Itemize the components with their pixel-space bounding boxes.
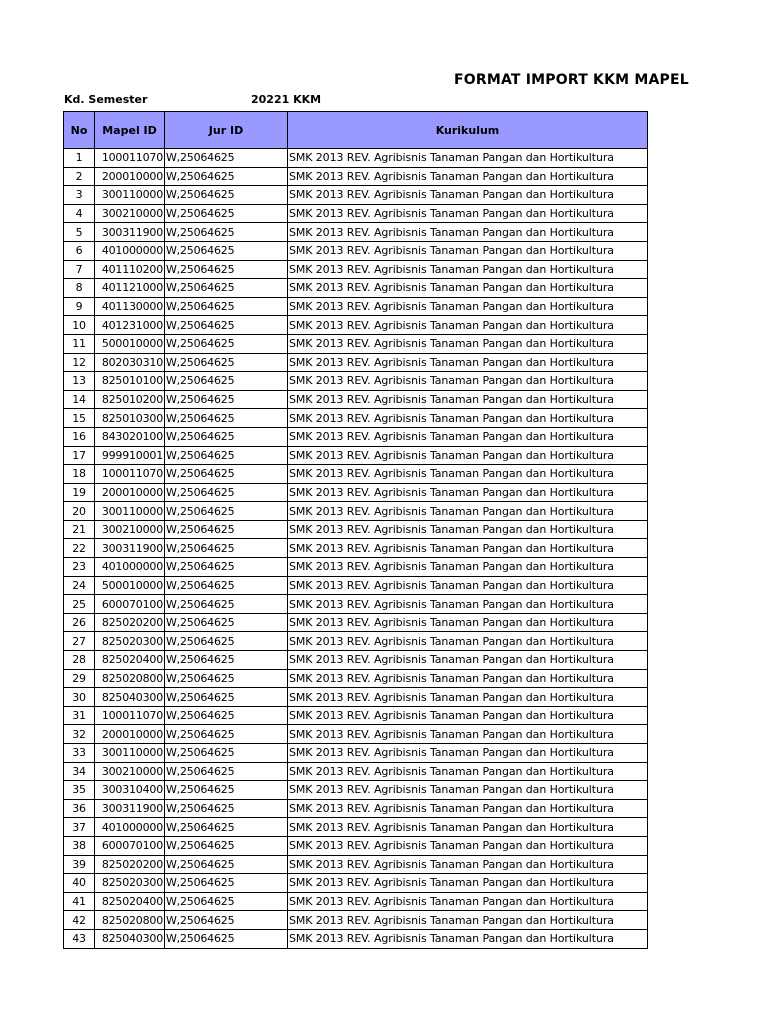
jur-id-cell: W,25064625 xyxy=(165,539,288,558)
row-no-cell: 11 xyxy=(64,334,95,353)
jur-id-cell: W,25064625 xyxy=(165,799,288,818)
mapel-id-cell: 401000000 xyxy=(95,241,165,260)
kurikulum-cell: SMK 2013 REV. Agribisnis Tanaman Pangan dan Hortikultura xyxy=(288,669,648,688)
mapel-id-cell: 200010000 xyxy=(95,167,165,186)
mapel-id-cell: 300210000 xyxy=(95,520,165,539)
mapel-id-cell: 600070100 xyxy=(95,595,165,614)
table-row xyxy=(64,149,648,168)
kurikulum-cell: SMK 2013 REV. Agribisnis Tanaman Pangan dan Hortikultura xyxy=(288,762,648,781)
table-row xyxy=(64,427,648,446)
kurikulum-cell: SMK 2013 REV. Agribisnis Tanaman Pangan dan Hortikultura xyxy=(288,539,648,558)
kurikulum-cell: SMK 2013 REV. Agribisnis Tanaman Pangan dan Hortikultura xyxy=(288,836,648,855)
jur-id-cell: W,25064625 xyxy=(165,632,288,651)
jur-id-cell: W,25064625 xyxy=(165,149,288,168)
table-row xyxy=(64,576,648,595)
jur-id-cell: W,25064625 xyxy=(165,334,288,353)
table-row xyxy=(64,762,648,781)
row-no-cell: 3 xyxy=(64,186,95,205)
jur-id-cell: W,25064625 xyxy=(165,223,288,242)
row-no-cell: 31 xyxy=(64,706,95,725)
table-row xyxy=(64,204,648,223)
mapel-id-cell: 300110000 xyxy=(95,502,165,521)
mapel-id-cell: 300110000 xyxy=(95,744,165,763)
kurikulum-cell: SMK 2013 REV. Agribisnis Tanaman Pangan dan Hortikultura xyxy=(288,595,648,614)
table-row xyxy=(64,929,648,948)
row-no-cell: 9 xyxy=(64,297,95,316)
mapel-id-cell: 100011070 xyxy=(95,465,165,484)
kurikulum-cell: SMK 2013 REV. Agribisnis Tanaman Pangan dan Hortikultura xyxy=(288,241,648,260)
kurikulum-cell: SMK 2013 REV. Agribisnis Tanaman Pangan dan Hortikultura xyxy=(288,558,648,577)
row-no-cell: 36 xyxy=(64,799,95,818)
row-no-cell: 17 xyxy=(64,446,95,465)
table-row xyxy=(64,874,648,893)
table-row xyxy=(64,446,648,465)
jur-id-cell: W,25064625 xyxy=(165,558,288,577)
jur-id-cell: W,25064625 xyxy=(165,688,288,707)
row-no-cell: 6 xyxy=(64,241,95,260)
table-row xyxy=(64,688,648,707)
table-row xyxy=(64,669,648,688)
row-no-cell: 39 xyxy=(64,855,95,874)
table-body xyxy=(64,149,648,949)
row-no-cell: 23 xyxy=(64,558,95,577)
row-no-cell: 40 xyxy=(64,874,95,893)
table-row xyxy=(64,465,648,484)
mapel-id-cell: 825010300 xyxy=(95,409,165,428)
mapel-id-cell: 825010100 xyxy=(95,372,165,391)
table-row xyxy=(64,260,648,279)
row-no-cell: 18 xyxy=(64,465,95,484)
kurikulum-cell: SMK 2013 REV. Agribisnis Tanaman Pangan dan Hortikultura xyxy=(288,446,648,465)
row-no-cell: 22 xyxy=(64,539,95,558)
row-no-cell: 41 xyxy=(64,892,95,911)
table-row xyxy=(64,558,648,577)
table-row xyxy=(64,483,648,502)
kurikulum-cell: SMK 2013 REV. Agribisnis Tanaman Pangan dan Hortikultura xyxy=(288,372,648,391)
mapel-id-cell: 300210000 xyxy=(95,204,165,223)
jur-id-cell: W,25064625 xyxy=(165,762,288,781)
column-header-mapel-id: Mapel ID xyxy=(95,112,165,149)
jur-id-cell: W,25064625 xyxy=(165,316,288,335)
mapel-id-cell: 825020800 xyxy=(95,669,165,688)
mapel-id-cell: 401130000 xyxy=(95,297,165,316)
row-no-cell: 35 xyxy=(64,781,95,800)
kurikulum-cell: SMK 2013 REV. Agribisnis Tanaman Pangan dan Hortikultura xyxy=(288,186,648,205)
jur-id-cell: W,25064625 xyxy=(165,874,288,893)
kurikulum-cell: SMK 2013 REV. Agribisnis Tanaman Pangan dan Hortikultura xyxy=(288,149,648,168)
table-row xyxy=(64,911,648,930)
table-row xyxy=(64,334,648,353)
kurikulum-cell: SMK 2013 REV. Agribisnis Tanaman Pangan dan Hortikultura xyxy=(288,483,648,502)
table-row xyxy=(64,390,648,409)
jur-id-cell: W,25064625 xyxy=(165,725,288,744)
row-no-cell: 28 xyxy=(64,651,95,670)
jur-id-cell: W,25064625 xyxy=(165,279,288,298)
kurikulum-cell: SMK 2013 REV. Agribisnis Tanaman Pangan dan Hortikultura xyxy=(288,632,648,651)
table-row xyxy=(64,223,648,242)
jur-id-cell: W,25064625 xyxy=(165,204,288,223)
kkm-table xyxy=(63,111,648,949)
table-row xyxy=(64,409,648,428)
row-no-cell: 38 xyxy=(64,836,95,855)
mapel-id-cell: 100011070 xyxy=(95,706,165,725)
jur-id-cell: W,25064625 xyxy=(165,595,288,614)
row-no-cell: 33 xyxy=(64,744,95,763)
jur-id-cell: W,25064625 xyxy=(165,446,288,465)
mapel-id-cell: 825020400 xyxy=(95,892,165,911)
row-no-cell: 10 xyxy=(64,316,95,335)
table-row xyxy=(64,297,648,316)
semester-value: 20221 KKM xyxy=(251,93,322,106)
row-no-cell: 1 xyxy=(64,149,95,168)
kurikulum-cell: SMK 2013 REV. Agribisnis Tanaman Pangan dan Hortikultura xyxy=(288,316,648,335)
kurikulum-cell: SMK 2013 REV. Agribisnis Tanaman Pangan dan Hortikultura xyxy=(288,892,648,911)
jur-id-cell: W,25064625 xyxy=(165,186,288,205)
mapel-id-cell: 825010200 xyxy=(95,390,165,409)
jur-id-cell: W,25064625 xyxy=(165,353,288,372)
row-no-cell: 43 xyxy=(64,929,95,948)
kurikulum-cell: SMK 2013 REV. Agribisnis Tanaman Pangan dan Hortikultura xyxy=(288,725,648,744)
table-row xyxy=(64,502,648,521)
row-no-cell: 29 xyxy=(64,669,95,688)
jur-id-cell: W,25064625 xyxy=(165,836,288,855)
kurikulum-cell: SMK 2013 REV. Agribisnis Tanaman Pangan dan Hortikultura xyxy=(288,260,648,279)
mapel-id-cell: 300311900 xyxy=(95,539,165,558)
mapel-id-cell: 200010000 xyxy=(95,725,165,744)
kurikulum-cell: SMK 2013 REV. Agribisnis Tanaman Pangan dan Hortikultura xyxy=(288,781,648,800)
kurikulum-cell: SMK 2013 REV. Agribisnis Tanaman Pangan dan Hortikultura xyxy=(288,502,648,521)
table-row xyxy=(64,836,648,855)
table-row xyxy=(64,167,648,186)
table-row xyxy=(64,316,648,335)
mapel-id-cell: 300310400 xyxy=(95,781,165,800)
mapel-id-cell: 500010000 xyxy=(95,334,165,353)
kurikulum-cell: SMK 2013 REV. Agribisnis Tanaman Pangan dan Hortikultura xyxy=(288,744,648,763)
row-no-cell: 4 xyxy=(64,204,95,223)
mapel-id-cell: 600070100 xyxy=(95,836,165,855)
jur-id-cell: W,25064625 xyxy=(165,372,288,391)
table-row xyxy=(64,279,648,298)
mapel-id-cell: 300311900 xyxy=(95,799,165,818)
mapel-id-cell: 825020200 xyxy=(95,613,165,632)
row-no-cell: 16 xyxy=(64,427,95,446)
jur-id-cell: W,25064625 xyxy=(165,502,288,521)
table-row xyxy=(64,651,648,670)
mapel-id-cell: 825020800 xyxy=(95,911,165,930)
jur-id-cell: W,25064625 xyxy=(165,911,288,930)
mapel-id-cell: 825040300 xyxy=(95,688,165,707)
row-no-cell: 42 xyxy=(64,911,95,930)
row-no-cell: 20 xyxy=(64,502,95,521)
table-row xyxy=(64,353,648,372)
mapel-id-cell: 300311900 xyxy=(95,223,165,242)
jur-id-cell: W,25064625 xyxy=(165,706,288,725)
mapel-id-cell: 401121000 xyxy=(95,279,165,298)
jur-id-cell: W,25064625 xyxy=(165,669,288,688)
jur-id-cell: W,25064625 xyxy=(165,483,288,502)
kurikulum-cell: SMK 2013 REV. Agribisnis Tanaman Pangan dan Hortikultura xyxy=(288,911,648,930)
row-no-cell: 30 xyxy=(64,688,95,707)
kurikulum-cell: SMK 2013 REV. Agribisnis Tanaman Pangan dan Hortikultura xyxy=(288,706,648,725)
jur-id-cell: W,25064625 xyxy=(165,465,288,484)
row-no-cell: 37 xyxy=(64,818,95,837)
row-no-cell: 25 xyxy=(64,595,95,614)
row-no-cell: 34 xyxy=(64,762,95,781)
row-no-cell: 21 xyxy=(64,520,95,539)
table-row xyxy=(64,539,648,558)
row-no-cell: 7 xyxy=(64,260,95,279)
kurikulum-cell: SMK 2013 REV. Agribisnis Tanaman Pangan dan Hortikultura xyxy=(288,688,648,707)
kurikulum-cell: SMK 2013 REV. Agribisnis Tanaman Pangan dan Hortikultura xyxy=(288,818,648,837)
jur-id-cell: W,25064625 xyxy=(165,241,288,260)
mapel-id-cell: 825020200 xyxy=(95,855,165,874)
mapel-id-cell: 825020300 xyxy=(95,632,165,651)
jur-id-cell: W,25064625 xyxy=(165,260,288,279)
column-header-no: No xyxy=(64,112,95,149)
kurikulum-cell: SMK 2013 REV. Agribisnis Tanaman Pangan dan Hortikultura xyxy=(288,334,648,353)
kurikulum-cell: SMK 2013 REV. Agribisnis Tanaman Pangan dan Hortikultura xyxy=(288,799,648,818)
mapel-id-cell: 500010000 xyxy=(95,576,165,595)
row-no-cell: 19 xyxy=(64,483,95,502)
jur-id-cell: W,25064625 xyxy=(165,929,288,948)
jur-id-cell: W,25064625 xyxy=(165,576,288,595)
table-row xyxy=(64,632,648,651)
table-row xyxy=(64,186,648,205)
row-no-cell: 15 xyxy=(64,409,95,428)
mapel-id-cell: 802030310 xyxy=(95,353,165,372)
table-row xyxy=(64,855,648,874)
kurikulum-cell: SMK 2013 REV. Agribisnis Tanaman Pangan dan Hortikultura xyxy=(288,465,648,484)
column-header-jur-id: Jur ID xyxy=(165,112,288,149)
mapel-id-cell: 999910001 xyxy=(95,446,165,465)
kurikulum-cell: SMK 2013 REV. Agribisnis Tanaman Pangan dan Hortikultura xyxy=(288,223,648,242)
row-no-cell: 26 xyxy=(64,613,95,632)
mapel-id-cell: 401231000 xyxy=(95,316,165,335)
jur-id-cell: W,25064625 xyxy=(165,651,288,670)
kurikulum-cell: SMK 2013 REV. Agribisnis Tanaman Pangan dan Hortikultura xyxy=(288,409,648,428)
row-no-cell: 27 xyxy=(64,632,95,651)
row-no-cell: 5 xyxy=(64,223,95,242)
column-header-kurikulum: Kurikulum xyxy=(288,112,648,149)
kurikulum-cell: SMK 2013 REV. Agribisnis Tanaman Pangan dan Hortikultura xyxy=(288,929,648,948)
jur-id-cell: W,25064625 xyxy=(165,167,288,186)
kurikulum-cell: SMK 2013 REV. Agribisnis Tanaman Pangan dan Hortikultura xyxy=(288,576,648,595)
mapel-id-cell: 825020300 xyxy=(95,874,165,893)
row-no-cell: 12 xyxy=(64,353,95,372)
jur-id-cell: W,25064625 xyxy=(165,297,288,316)
kurikulum-cell: SMK 2013 REV. Agribisnis Tanaman Pangan dan Hortikultura xyxy=(288,204,648,223)
kurikulum-cell: SMK 2013 REV. Agribisnis Tanaman Pangan dan Hortikultura xyxy=(288,427,648,446)
mapel-id-cell: 825040300 xyxy=(95,929,165,948)
kurikulum-cell: SMK 2013 REV. Agribisnis Tanaman Pangan dan Hortikultura xyxy=(288,651,648,670)
mapel-id-cell: 300210000 xyxy=(95,762,165,781)
mapel-id-cell: 401000000 xyxy=(95,558,165,577)
jur-id-cell: W,25064625 xyxy=(165,855,288,874)
table-row xyxy=(64,520,648,539)
kurikulum-cell: SMK 2013 REV. Agribisnis Tanaman Pangan dan Hortikultura xyxy=(288,874,648,893)
kurikulum-cell: SMK 2013 REV. Agribisnis Tanaman Pangan dan Hortikultura xyxy=(288,613,648,632)
jur-id-cell: W,25064625 xyxy=(165,613,288,632)
semester-label: Kd. Semester xyxy=(64,93,148,106)
row-no-cell: 2 xyxy=(64,167,95,186)
mapel-id-cell: 401110200 xyxy=(95,260,165,279)
mapel-id-cell: 100011070 xyxy=(95,149,165,168)
table-row xyxy=(64,241,648,260)
table-row xyxy=(64,372,648,391)
mapel-id-cell: 401000000 xyxy=(95,818,165,837)
table-row xyxy=(64,799,648,818)
mapel-id-cell: 300110000 xyxy=(95,186,165,205)
table-row xyxy=(64,744,648,763)
jur-id-cell: W,25064625 xyxy=(165,892,288,911)
table-row xyxy=(64,706,648,725)
kurikulum-cell: SMK 2013 REV. Agribisnis Tanaman Pangan dan Hortikultura xyxy=(288,390,648,409)
kurikulum-cell: SMK 2013 REV. Agribisnis Tanaman Pangan dan Hortikultura xyxy=(288,167,648,186)
kurikulum-cell: SMK 2013 REV. Agribisnis Tanaman Pangan dan Hortikultura xyxy=(288,520,648,539)
table-row xyxy=(64,613,648,632)
mapel-id-cell: 200010000 xyxy=(95,483,165,502)
kurikulum-cell: SMK 2013 REV. Agribisnis Tanaman Pangan dan Hortikultura xyxy=(288,297,648,316)
row-no-cell: 14 xyxy=(64,390,95,409)
table-row xyxy=(64,892,648,911)
table-row xyxy=(64,818,648,837)
mapel-id-cell: 825020400 xyxy=(95,651,165,670)
table-header-row xyxy=(64,112,648,149)
jur-id-cell: W,25064625 xyxy=(165,781,288,800)
row-no-cell: 24 xyxy=(64,576,95,595)
jur-id-cell: W,25064625 xyxy=(165,818,288,837)
page-title: FORMAT IMPORT KKM MAPEL xyxy=(454,72,689,88)
kurikulum-cell: SMK 2013 REV. Agribisnis Tanaman Pangan dan Hortikultura xyxy=(288,353,648,372)
table-row xyxy=(64,781,648,800)
kurikulum-cell: SMK 2013 REV. Agribisnis Tanaman Pangan dan Hortikultura xyxy=(288,855,648,874)
mapel-id-cell: 843020100 xyxy=(95,427,165,446)
table-row xyxy=(64,595,648,614)
jur-id-cell: W,25064625 xyxy=(165,390,288,409)
kurikulum-cell: SMK 2013 REV. Agribisnis Tanaman Pangan dan Hortikultura xyxy=(288,279,648,298)
jur-id-cell: W,25064625 xyxy=(165,409,288,428)
row-no-cell: 8 xyxy=(64,279,95,298)
jur-id-cell: W,25064625 xyxy=(165,427,288,446)
table-row xyxy=(64,725,648,744)
jur-id-cell: W,25064625 xyxy=(165,520,288,539)
row-no-cell: 13 xyxy=(64,372,95,391)
row-no-cell: 32 xyxy=(64,725,95,744)
jur-id-cell: W,25064625 xyxy=(165,744,288,763)
